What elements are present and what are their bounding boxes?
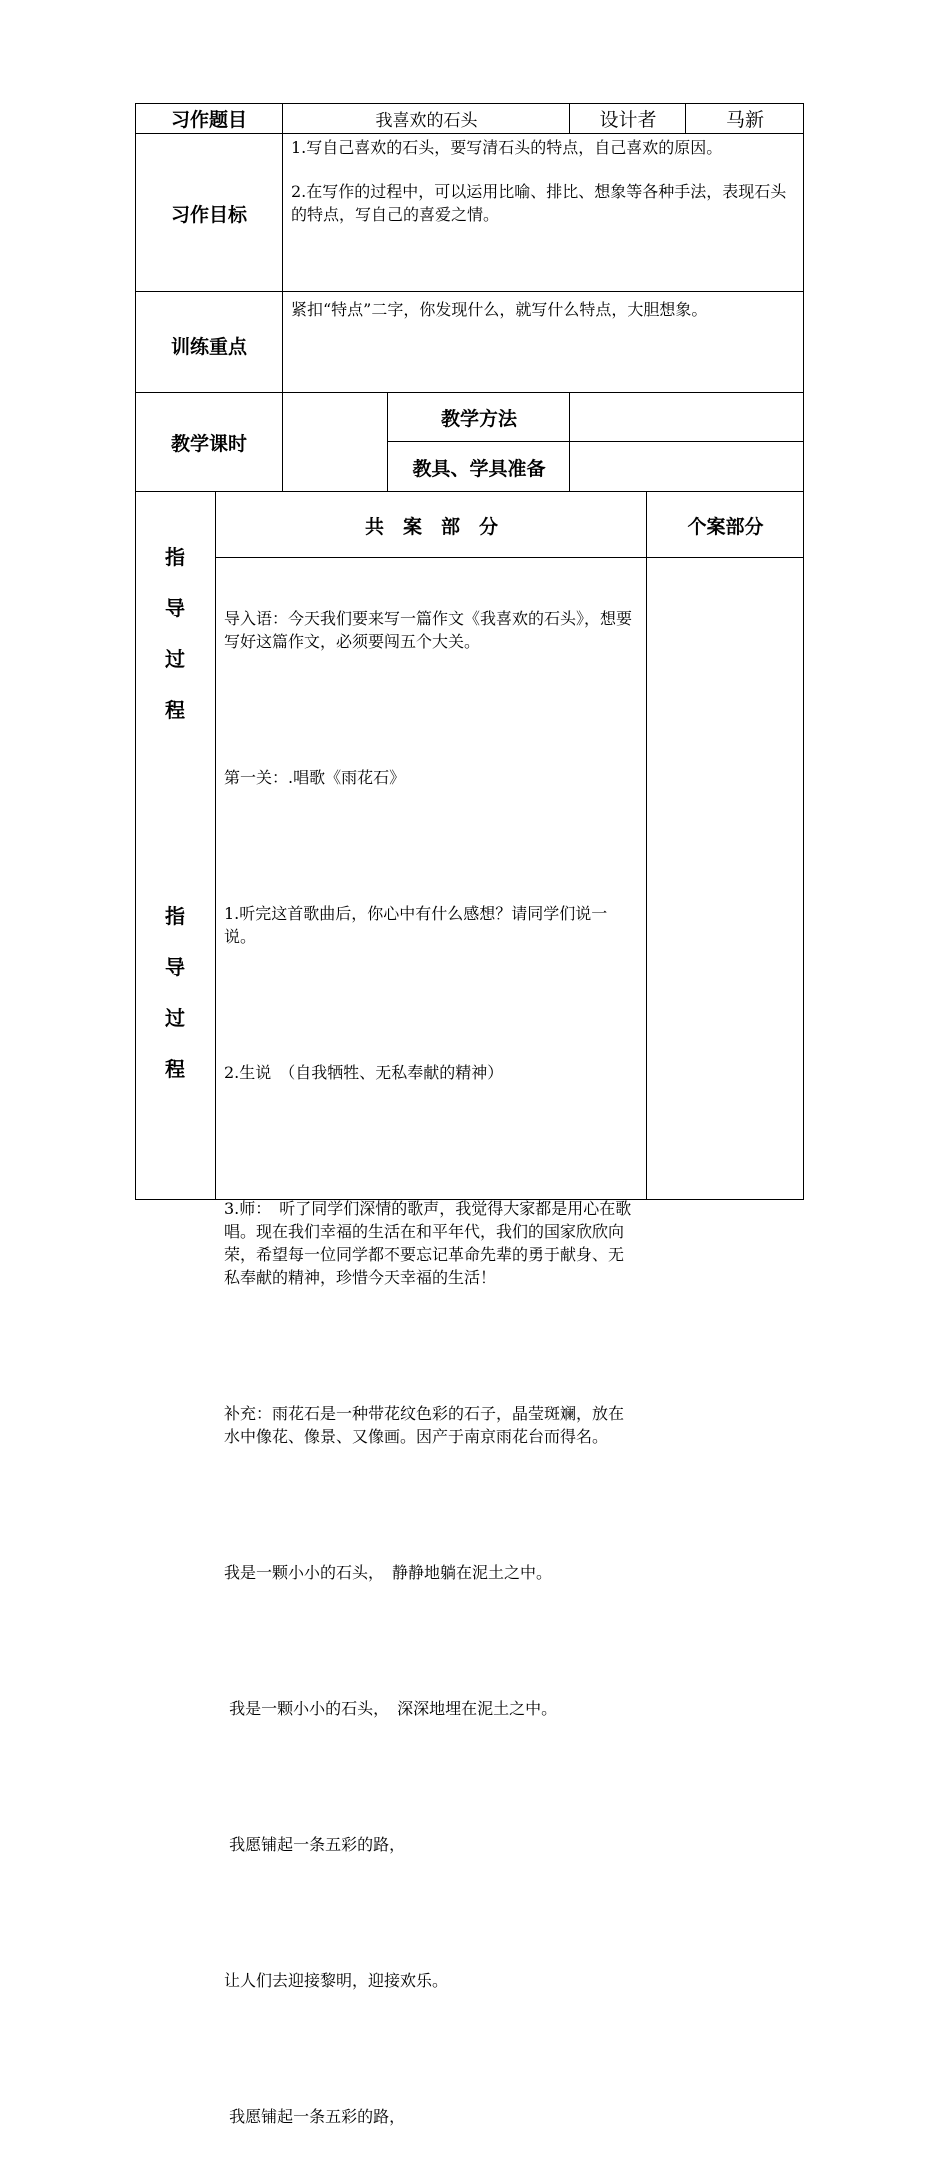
content-paragraph: 补充：雨花石是一种带花纹色彩的石子，晶莹斑斓，放在水中像花、像景、又像画。因产于南京雨花台而得名。 xyxy=(224,1404,625,1446)
content-paragraph: 导入语：今天我们要来写一篇作文《我喜欢的石头》，想要写好这篇作文，必须要闯五个大关。 xyxy=(224,609,633,651)
focus-label: 训练重点 xyxy=(170,336,247,358)
content-paragraph: 3.师： 听了同学们深情的歌声，我觉得大家都是用心在歌唱。现在我们幸福的生活在和平年代，我们的国家欣欣向荣，希望每一位同学都不要忘记革命先辈的勇于献身、无私奉献的精神，珍惜今天幸福的生活！ xyxy=(224,1199,632,1287)
side-char: 程 xyxy=(165,698,185,722)
content-paragraph: 我愿铺起一条五彩的路， xyxy=(224,1835,406,1854)
designer-label: 设计者 xyxy=(599,109,657,131)
content-paragraph: 我是一颗小小的石头， 深深地埋在泥土之中。 xyxy=(224,1699,558,1718)
goal-item: 1.写自己喜欢的石头，要写清石头的特点，自己喜欢的原因。 xyxy=(291,138,723,157)
shared-section-header: 共 案 部 分 xyxy=(364,515,498,538)
content-paragraph: 让人们去迎接黎明，迎接欢乐。 xyxy=(224,1971,449,1990)
method-label: 教学方法 xyxy=(440,408,517,430)
side-char: 导 xyxy=(165,955,185,979)
topic-label: 习作题目 xyxy=(170,109,247,131)
content-paragraph: 我愿铺起一条五彩的路， xyxy=(224,2107,406,2126)
individual-section-header: 个案部分 xyxy=(687,515,764,538)
process-side-label xyxy=(135,532,215,736)
side-char: 指 xyxy=(165,904,185,928)
goals-content xyxy=(291,136,791,226)
side-char: 过 xyxy=(165,1006,185,1030)
side-char: 指 xyxy=(165,545,185,569)
side-char: 过 xyxy=(165,647,185,671)
content-paragraph: 2.生说 （自我牺牲、无私奉献的精神） xyxy=(224,1063,504,1082)
table-border xyxy=(215,491,216,1200)
goals-label: 习作目标 xyxy=(170,203,247,226)
table-border xyxy=(803,103,804,1200)
designer-value: 马新 xyxy=(725,109,764,131)
side-char: 程 xyxy=(165,1057,185,1081)
topic-value: 我喜欢的石头 xyxy=(375,111,478,131)
side-char: 导 xyxy=(165,596,185,620)
content-paragraph: 第一关：.唱歌《雨花石》 xyxy=(224,768,406,787)
process-side-label-repeat xyxy=(135,891,215,1095)
hours-label: 教学课时 xyxy=(170,433,247,455)
content-paragraph: 1.听完这首歌曲后，你心中有什么感想？请同学们说一说。 xyxy=(224,904,608,946)
shared-content xyxy=(224,561,636,2174)
goal-item: 2.在写作的过程中，可以运用比喻、排比、想象等各种手法，表现石头的特点，写自己的喜爱之情。 xyxy=(291,182,787,224)
table-border xyxy=(646,491,647,1200)
tools-label: 教具、学具准备 xyxy=(412,457,546,480)
content-paragraph: 我是一颗小小的石头， 静静地躺在泥土之中。 xyxy=(224,1563,553,1582)
focus-text: 紧扣“特点”二字，你发现什么，就写什么特点，大胆想象。 xyxy=(291,300,708,319)
